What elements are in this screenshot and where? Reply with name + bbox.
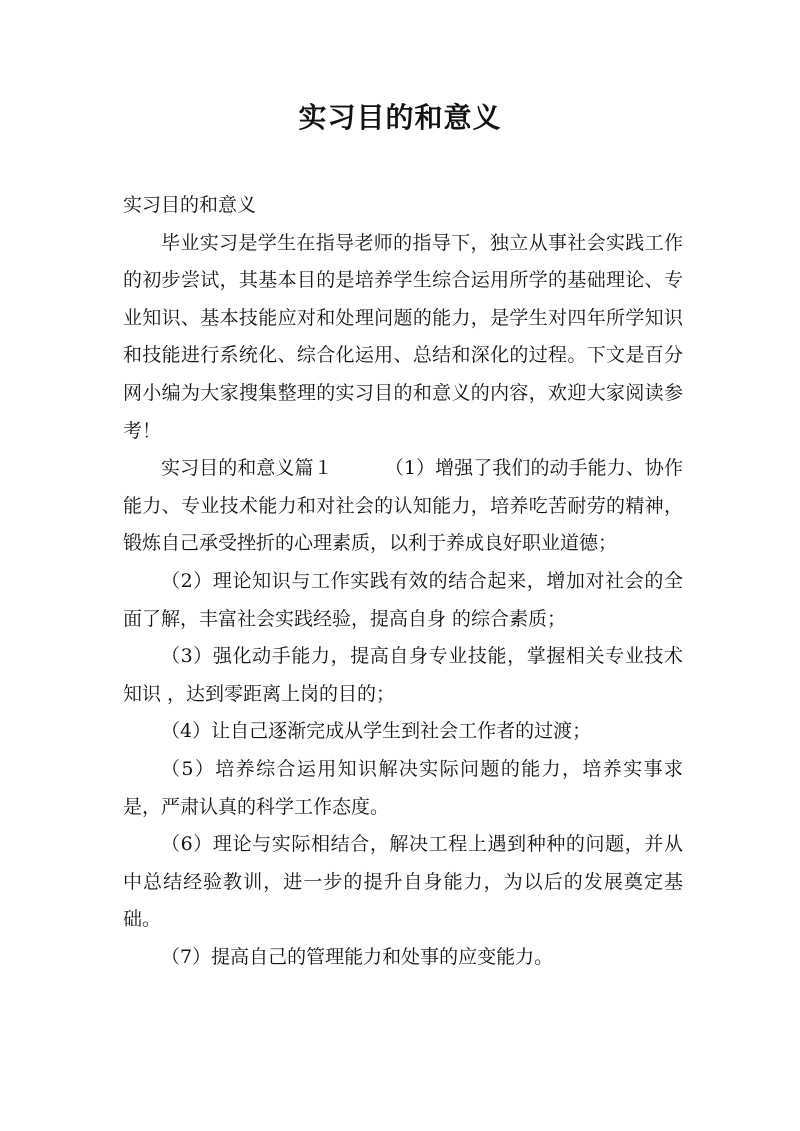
section-title: 实习目的和意义篇１ — [161, 457, 333, 480]
section-paragraph — [123, 450, 683, 563]
item-2-paragraph — [123, 563, 683, 638]
item-7: （7）提高自己的管理能力和处事的应变能力。 — [161, 945, 554, 968]
item-3: （3）强化动手能力，提高自身专业技能，掌握相关专业技术知识 ，达到零距离上岗的目的； — [123, 645, 683, 705]
item-1: （1）增强了我们的动手能力、协作能力、专业技术能力和对社会的认知能力，培养吃苦耐劳的精神，锻炼自己承受挫折的心理素质，以利于养成良好职业道德； — [123, 457, 683, 555]
item-4-paragraph — [123, 713, 683, 751]
item-7-paragraph — [123, 939, 683, 977]
item-6-paragraph — [123, 826, 683, 939]
item-3-paragraph — [123, 638, 683, 713]
intro-paragraph: 毕业实习是学生在指导老师的指导下，独立从事社会实践工作的初步尝试，其基本目的是培养学生综合运用所学的基础理论、专业知识、基本技能应对和处理问题的能力，是学生对四年所学知识和技能进行系统化、综合化运用、总结和深化的过程。下文是百分网小编为大家搜集整理的实习目的和意义的内容，欢迎大家阅读参考！ — [123, 231, 683, 442]
item-2: （2）理论知识与工作实践有效的结合起来，增加对社会的全面了解，丰富社会实践经验，提高自身 的综合素质； — [123, 569, 683, 630]
item-4: （4）让自己逐渐完成从学生到社会工作者的过渡； — [161, 720, 592, 743]
item-6: （6）理论与实际相结合，解决工程上遇到种种的问题，并从中总结经验教训，进一步的提升自身能力，为以后的发展奠定基础。 — [123, 833, 683, 931]
subheading: 实习目的和意义 — [123, 194, 257, 216]
page-title: 实习目的和意义 — [298, 101, 502, 134]
document-body — [123, 187, 683, 976]
item-5: （5）培养综合运用知识解决实际问题的能力，培养实事求是，严肃认真的科学工作态度。 — [123, 757, 683, 818]
item-5-paragraph — [123, 751, 683, 826]
